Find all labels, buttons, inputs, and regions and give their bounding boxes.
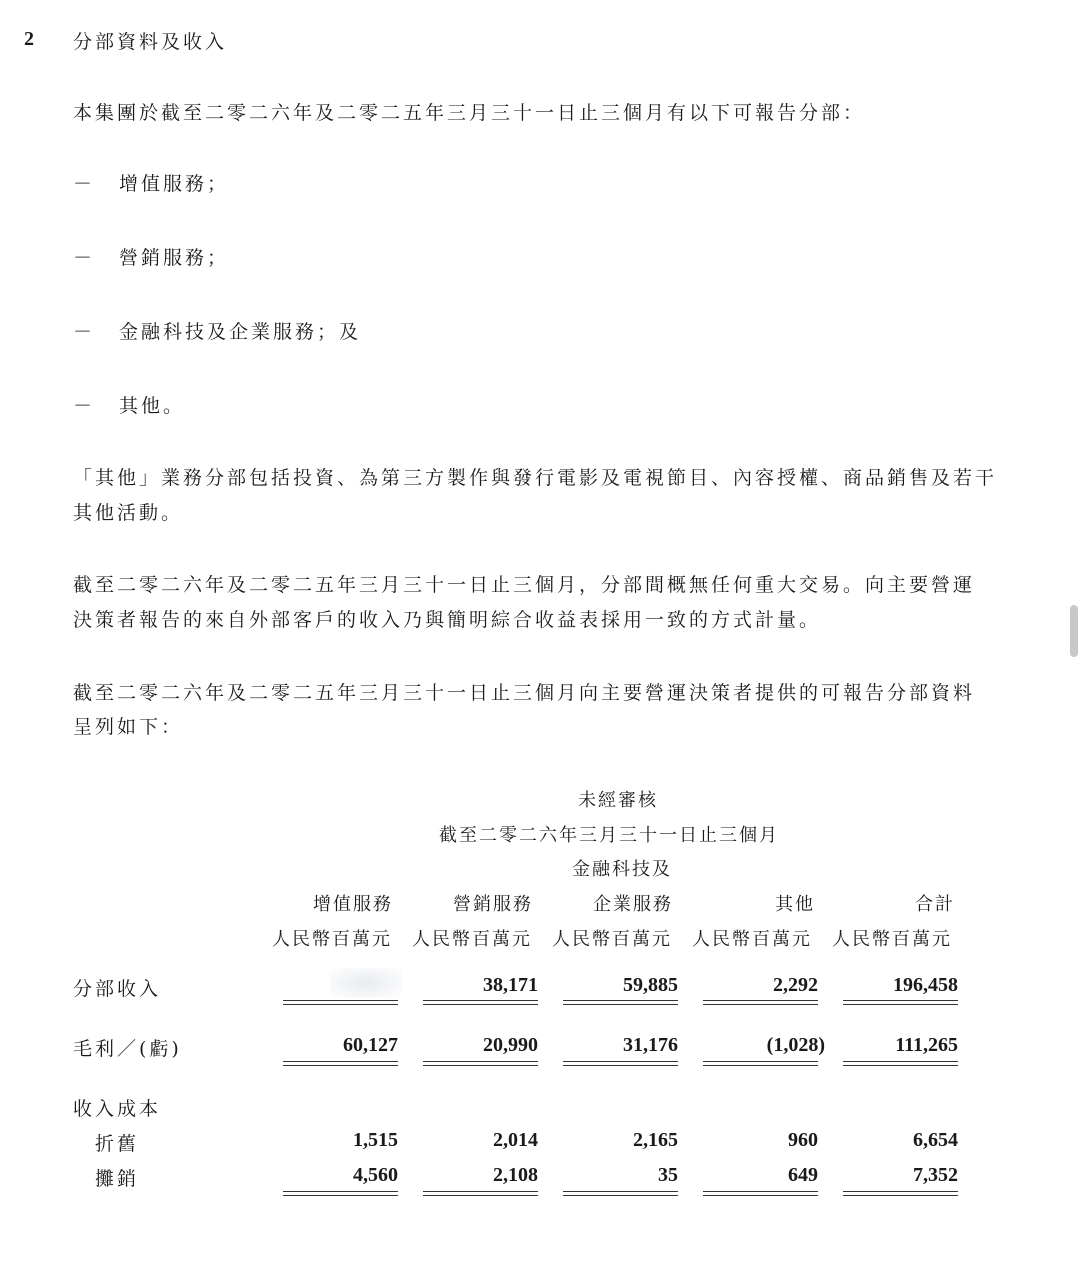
cell-gross-profit-fintech: 31,176 <box>623 1034 678 1056</box>
cell-depreciation-marketing: 2,014 <box>493 1129 538 1151</box>
cell-depreciation-others: 960 <box>788 1129 818 1151</box>
report-paragraph-line-1: 截至二零二六年及二零二五年三月三十一日止三個月向主要營運決策者提供的可報告分部資料 <box>73 682 976 704</box>
underline-bottom <box>423 1004 538 1005</box>
list-item: 金融科技及企業服務；及 <box>119 321 362 343</box>
row-label-segment-revenue: 分部收入 <box>73 978 162 1000</box>
underline-top <box>563 1000 678 1001</box>
underline-top <box>423 1000 538 1001</box>
list-dash: － <box>73 321 96 343</box>
underline-top <box>563 1061 678 1062</box>
section-title: 分部資料及收入 <box>73 31 228 53</box>
column-unit: 人民幣百萬元 <box>692 929 812 950</box>
list-item: 營銷服務； <box>119 247 230 269</box>
redacted-value <box>330 968 402 998</box>
scrollbar-thumb[interactable] <box>1070 605 1078 657</box>
row-label-depreciation: 折舊 <box>95 1133 140 1155</box>
list-dash: － <box>73 395 96 417</box>
cell-depreciation-total: 6,654 <box>913 1129 958 1151</box>
cell-gross-profit-total: 111,265 <box>895 1034 958 1056</box>
column-header-fintech-line1: 金融科技及 <box>572 859 672 880</box>
column-unit: 人民幣百萬元 <box>832 929 952 950</box>
underline-bottom <box>843 1065 958 1066</box>
cell-gross-profit-marketing: 20,990 <box>483 1034 538 1056</box>
table-header-period: 截至二零二六年三月三十一日止三個月 <box>439 825 779 846</box>
underline-top <box>283 1000 398 1001</box>
row-label-cost-of-revenue: 收入成本 <box>73 1098 162 1120</box>
underline-top <box>843 1000 958 1001</box>
cell-amortisation-total: 7,352 <box>913 1164 958 1186</box>
underline-bottom <box>283 1195 398 1196</box>
section-number: 2 <box>24 28 34 50</box>
column-header-total: 合計 <box>915 894 955 915</box>
table-header-unaudited: 未經審核 <box>578 790 658 811</box>
underline-top <box>703 1061 818 1062</box>
cell-depreciation-fintech: 2,165 <box>633 1129 678 1151</box>
underline-bottom <box>703 1065 818 1066</box>
list-item: 增值服務； <box>119 173 230 195</box>
underline-top <box>563 1191 678 1192</box>
underline-bottom <box>843 1195 958 1196</box>
underline-bottom <box>563 1195 678 1196</box>
underline-top <box>283 1191 398 1192</box>
underline-bottom <box>283 1004 398 1005</box>
cell-segment-revenue-total: 196,458 <box>893 974 958 996</box>
underline-top <box>843 1061 958 1062</box>
column-unit: 人民幣百萬元 <box>412 929 532 950</box>
underline-bottom <box>563 1065 678 1066</box>
underline-bottom <box>843 1004 958 1005</box>
underline-top <box>703 1000 818 1001</box>
cell-amortisation-marketing: 2,108 <box>493 1164 538 1186</box>
column-header-fintech-line2: 企業服務 <box>593 894 673 915</box>
underline-top <box>843 1191 958 1192</box>
transactions-paragraph-line-1: 截至二零二六年及二零二五年三月三十一日止三個月，分部間概無任何重大交易。向主要營運 <box>73 574 976 596</box>
other-segment-paragraph-line-2: 其他活動。 <box>73 502 184 524</box>
column-header-marketing: 營銷服務 <box>453 894 533 915</box>
underline-top <box>283 1061 398 1062</box>
row-label-gross-profit: 毛利／(虧) <box>73 1038 182 1060</box>
underline-bottom <box>703 1195 818 1196</box>
list-item: 其他。 <box>119 395 186 417</box>
cell-gross-profit-vas: 60,127 <box>343 1034 398 1056</box>
column-header-vas: 增值服務 <box>313 894 393 915</box>
cell-amortisation-vas: 4,560 <box>353 1164 398 1186</box>
underline-top <box>423 1061 538 1062</box>
column-unit: 人民幣百萬元 <box>552 929 672 950</box>
underline-bottom <box>563 1004 678 1005</box>
cell-gross-profit-others: (1,028) <box>766 1034 825 1056</box>
underline-bottom <box>283 1065 398 1066</box>
underline-top <box>703 1191 818 1192</box>
row-label-amortisation: 攤銷 <box>95 1168 140 1190</box>
column-header-others: 其他 <box>775 894 815 915</box>
cell-segment-revenue-fintech: 59,885 <box>623 974 678 996</box>
list-dash: － <box>73 247 96 269</box>
underline-bottom <box>423 1065 538 1066</box>
list-dash: － <box>73 173 96 195</box>
other-segment-paragraph-line-1: 「其他」業務分部包括投資、為第三方製作與發行電影及電視節目、內容授權、商品銷售及若干 <box>73 467 998 489</box>
cell-depreciation-vas: 1,515 <box>353 1129 398 1151</box>
underline-top <box>423 1191 538 1192</box>
intro-paragraph: 本集團於截至二零二六年及二零二五年三月三十一日止三個月有以下可報告分部： <box>73 102 866 124</box>
cell-segment-revenue-others: 2,292 <box>773 974 818 996</box>
column-unit: 人民幣百萬元 <box>272 929 392 950</box>
cell-amortisation-others: 649 <box>788 1164 818 1186</box>
transactions-paragraph-line-2: 決策者報告的來自外部客戶的收入乃與簡明綜合收益表採用一致的方式計量。 <box>73 609 822 631</box>
cell-segment-revenue-marketing: 38,171 <box>483 974 538 996</box>
report-paragraph-line-2: 呈列如下： <box>73 716 184 738</box>
underline-bottom <box>703 1004 818 1005</box>
underline-bottom <box>423 1195 538 1196</box>
cell-amortisation-fintech: 35 <box>658 1164 678 1186</box>
